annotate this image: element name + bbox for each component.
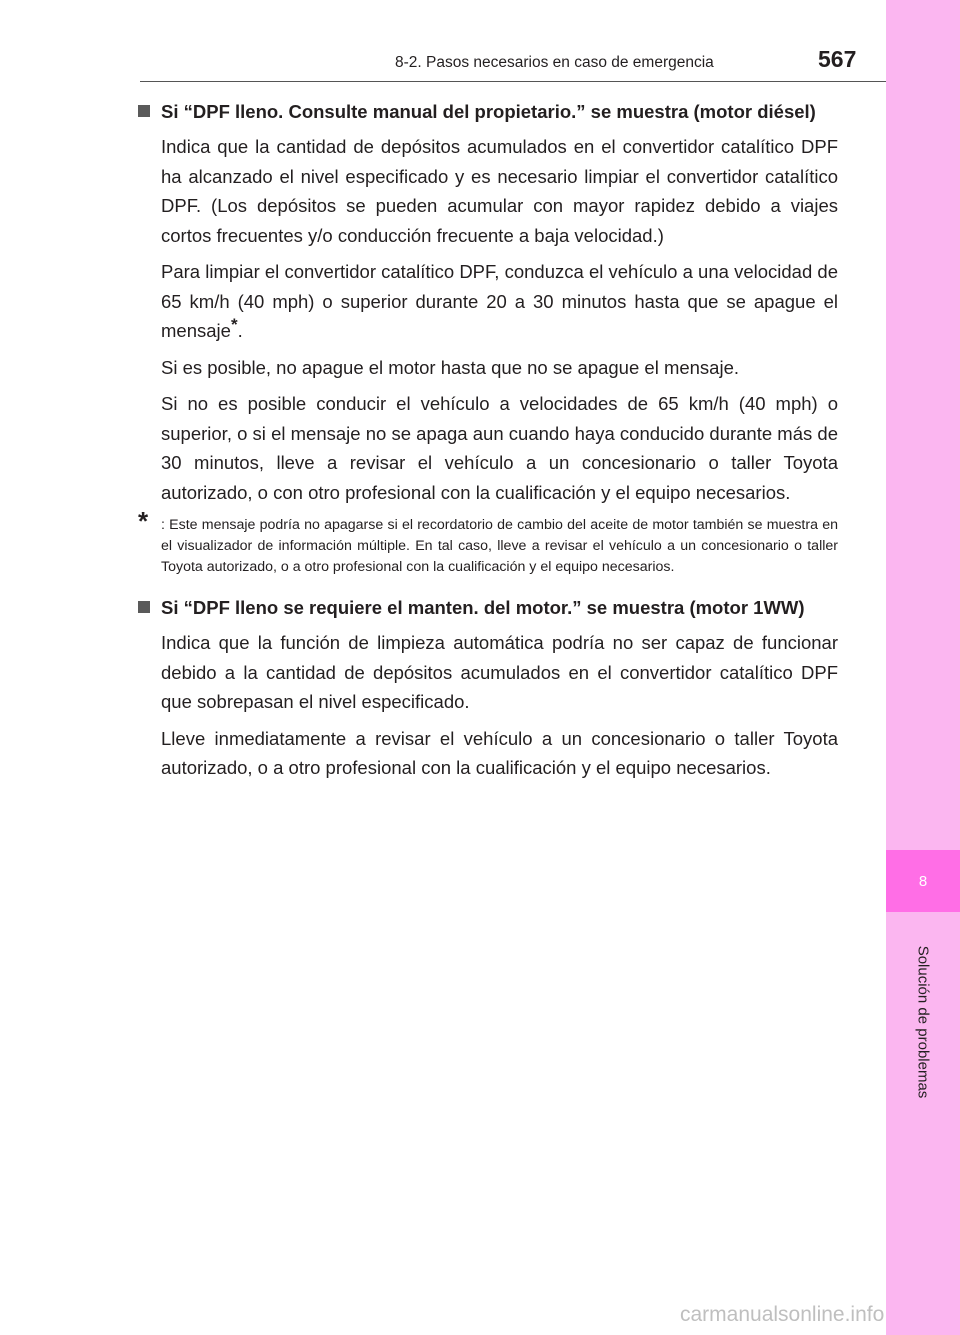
paragraph-end: .: [237, 320, 243, 341]
chapter-number: 8: [918, 872, 928, 890]
paragraph: Indica que la función de limpieza automática podría no ser capaz de funcionar debido a la cantidad de depósitos acumulados en el convertidor catalítico DPF que sobrepasan el nivel especificado.: [161, 632, 838, 712]
heading-text: Si “DPF lleno se requiere el manten. del motor.” se muestra (motor 1WW): [161, 597, 805, 618]
paragraph: [161, 257, 838, 346]
header-rule: [140, 81, 886, 82]
section-title: 8-2. Pasos necesarios en caso de emergencia: [395, 54, 714, 71]
footnote: [138, 506, 838, 578]
footnote-marker: *: [230, 314, 238, 334]
paragraph: Lleve inmediatamente a revisar el vehículo a un concesionario o taller Toyota autorizado, o a otro profesional con la cualificación y el equipo necesarios.: [161, 727, 838, 778]
section-heading-dpf-lleno-mantenimiento: [138, 592, 838, 623]
section-heading-dpf-lleno-manual: [138, 96, 838, 127]
chapter-title: Solución de problemas: [914, 945, 932, 1099]
square-bullet-icon: [138, 601, 150, 613]
watermark: carmanualsonline.info: [680, 1303, 885, 1326]
paragraph-text: Para limpiar el convertidor catalítico DPF, conduzca el vehículo a una velocidad de 65 km/h (40 mph) o superior durante 20 a 30 minutos hasta que se apague el mensaje: [161, 261, 838, 341]
footnote-text: : Este mensaje podría no apagarse si el recordatorio de cambio del aceite de motor también se muestra en el visualizador de información múltiple. En tal caso, lleve a revisar el vehículo a un concesionario o taller Toyota autorizado, o a otro profesional con la cualificación y el equipo necesarios.: [161, 517, 838, 575]
page-header: [0, 42, 886, 78]
chapter-tab: [886, 850, 960, 912]
page-number: 567: [818, 46, 857, 72]
paragraph: Si es posible, no apague el motor hasta que no se apague el mensaje.: [161, 356, 740, 378]
paragraph: Indica que la cantidad de depósitos acumulados en el convertidor catalítico DPF ha alcanzado el nivel especificado y es necesario limpiar el convertidor catalítico DPF. (Los depósitos se pueden acumular con mayor rapidez debido a viajes cortos frecuentes y/o conducción frecuente a baja velocidad.): [161, 136, 838, 246]
paragraph: Si no es posible conducir el vehículo a velocidades de 65 km/h (40 mph) o superior, o si el mensaje no se apaga aun cuando haya conducido durante más de 30 minutos, lleve a revisar el vehículo a un concesionario o taller Toyota autorizado, o con otro profesional con la cualificación y el equipo necesarios.: [161, 393, 838, 503]
page-content: [138, 96, 838, 790]
square-bullet-icon: [138, 105, 150, 117]
chapter-sidebar: [886, 0, 960, 1335]
footnote-asterisk: *: [138, 506, 149, 536]
heading-text: Si “DPF lleno. Consulte manual del propietario.” se muestra (motor diésel): [161, 101, 816, 122]
